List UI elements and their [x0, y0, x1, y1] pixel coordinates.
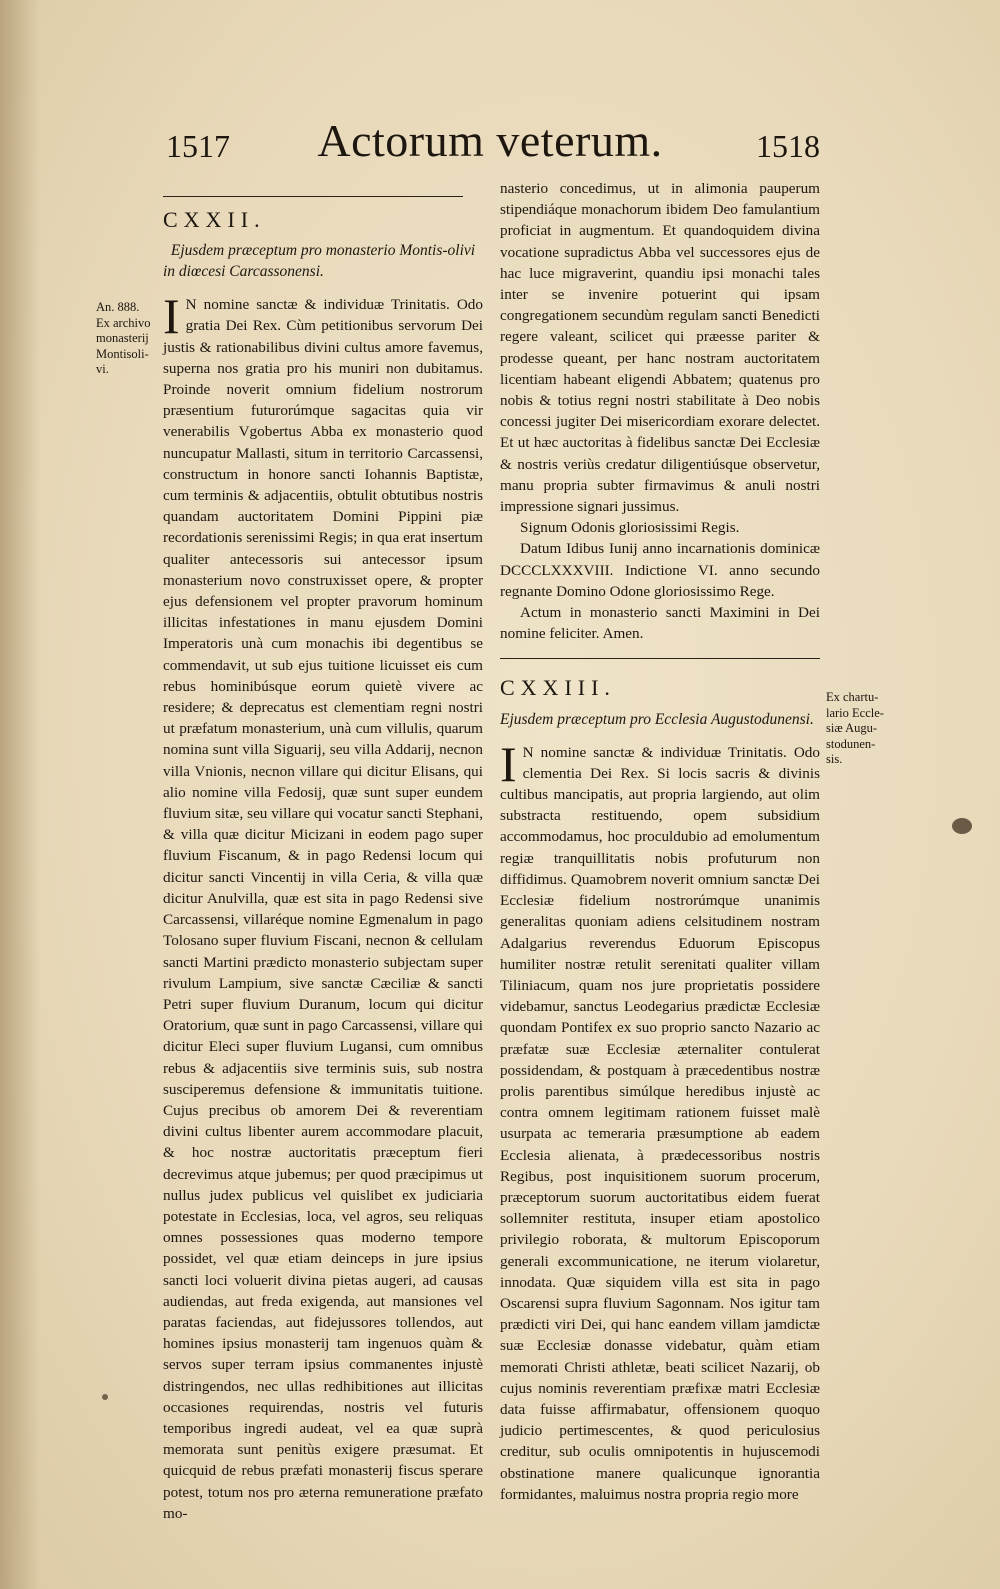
page-number-right: 1518 — [756, 128, 820, 164]
top-rule — [163, 196, 463, 197]
drop-cap: I — [500, 735, 517, 792]
running-title: Actorum veterum. — [317, 115, 663, 166]
margin-note-right: Ex chartu- lario Eccle- siæ Augu- stodunen- sis. — [826, 690, 884, 766]
charter-text — [163, 288, 483, 1524]
ink-dot — [102, 1394, 108, 1400]
charter-title: Ejusdem præceptum pro monasterio Montis-olivi in diœcesi Carcassonensi. — [163, 242, 476, 281]
datum-line: Datum Idibus Iunij anno incarnationis dominicæ DCCCLXXXVIII. Indictione VI. anno secundo regnante Domino Odone gloriosissimo Rege. — [500, 540, 820, 600]
left-column — [163, 188, 483, 1524]
gutter-shadow — [0, 0, 40, 1589]
charter-body: N nomine sanctæ & individuæ Trinitatis. Odo clementia Dei Rex. Si locis sacris & divinis cultibus mancipatis, aut propria largiendo, aut olim substracta restituendo, opem subsidium accommodamus, hoc proculdubio ad emolumentum regiæ tranquillitatis nobis profuturum non diffidimus. Quamobrem noverit omnium sanctæ Dei Ecclesiæ fidelium nostrorúmque unanimis generalitas quoniam adiens celsitudinem nostram Adalgarius reverendus Eduorum Episcopus humiliter nostræ retulit serenitati qualiter villam Tiliniacum, quam nos jure proprietatis possidere videbamur, sanctus Leodegarius prædictæ Ecclesiæ quondam Pontifex ex suo proprio sancto Nazario ac præfatæ suæ Ecclesiæ æternaliter contulerat possidendam, & postquam à præcedentibus nostræ prolis parentibus simúlque heredibus injustè ac contra omnem legitimam rationem fuisset malè usurpata ac temeraria præsumptione ab eadem Ecclesia alienata, à prædecessoribus nostris Regibus, post inquisitionem suorum procerum, præceptorum suorum auctoritatibus eidem fuerat sollemniter restituta, insuper etiam apostolico privilegio roborata, & multorum Episcoporum generali excommunicatione, ne iterum violaretur, innodata. Quæ siquidem villa est sita in pago Oscarensi supra fluvium Sagonnam. Nos igitur tam prædicti viri Dei, qui hanc eandem villam jamdictæ suæ Ecclesiæ donasse videbatur, quàm etiam memorati Christi athletæ, beati scilicet Nazarij, ob cujus nominis reverentiam præfixæ matri Ecclesiæ data fuisse affirmabatur, offensionem quoquo judicio pertimescentes, & quod periculosius creditur, sub oculis omnipotentis in hujuscemodi obstinatione manere qualicunque ignorantia formidantes, maluimus nostra propria regio more — [500, 743, 820, 1503]
charter-number: CXXII. — [163, 207, 266, 232]
charter-number: CXXIII. — [500, 675, 616, 701]
charter-text — [500, 735, 820, 1505]
actum-line: Actum in monasterio sancti Maximini in Dei nomine feliciter. Amen. — [500, 604, 820, 643]
charter-continuation: nasterio concedimus, ut in alimonia pauperum stipendiáque monachorum ibidem Deo famulantium proficiat in augmentum. Et quandoquidem divina vocatione supradictus Abba vel successores ejus de hac luce migraverint, quandiu ipsi monachi tales inter se invenire potuerint qui ipsam congregationem secundùm regulam sancti Benedicti regere valeant, scilicet qui præesse pariter & prodesse queant, per hanc nostram auctoritatem licentiam habeant eligendi Abbatem; quatenus pro nobis & totius regni nostri stabilitate à Deo nobis concessi jugiter Dei misericordiam exorare delectet. Et ut hæc auctoritas à fidelibus sanctæ Dei Ecclesiæ & nostris veriùs credatur diligentiúsque observetur, manu propria subter firmavimus & anuli nostri impressione signari jussimus. — [500, 180, 820, 516]
charter-title: Ejusdem præceptum pro Ecclesia Augustodunensi. — [500, 710, 814, 728]
section-rule — [500, 658, 820, 659]
margin-note-left: An. 888. Ex archivo monasterij Montisoli- vi. — [96, 300, 151, 376]
signum-line: Signum Odonis gloriosissimi Regis. — [520, 519, 740, 537]
right-column — [500, 178, 820, 1505]
page-number-left: 1517 — [166, 128, 230, 164]
running-head — [160, 115, 820, 180]
drop-cap: I — [163, 288, 180, 345]
ink-blot — [952, 818, 972, 834]
charter-body: N nomine sanctæ & individuæ Trinitatis. Odo gratia Dei Rex. Cùm petitionibus servorum Dei justis & rationabilibus divini cultus amore favemus, superna nos gratia pro his muniri non dubitamus. Proinde noverit omnium fidelium nostrorum præsentium futurorúmque sagacitas quia vir venerabilis Vgobertus Abba ex monasterio quod nuncupatur Mallasti, situm in territorio Carcassensi, constructum in honore sancti Iohannis Baptistæ, cum terminis & adjacentiis, obtulit obtutibus nostris quandam auctoritatem Domini Pippini piæ recordationis serenissimi Regis; in qua erat insertum qualiter antecessoris sui antecessor ipsum monasterium novo construxisset opere, & propter ejus defensionem vel propter pravorum hominum illicitas infestationes in manu ejusdem Domini Imperatoris unà cum monachis ibi degentibus se commendavit, ut sub ejus tuitione licuisset eis cum rebus hominibúsque eorum quietè vivere ac residere; & deprecatus est clementiam regni nostri ut præfatum monasterium, unà cum villulis, quarum nomina sunt villa Siguarij, seu villa Addarij, necnon villa Vnionis, necnon villare qui dicitur Elisans, qui alio nomine villa Fedosij, quæ sunt super eundem fluvium sitæ, seu villare qui vocatur sancti Stephani, & villa quæ dicitur Micizani in eodem pago super fluvium Fiscanum, & in pago Redensi locum qui dicitur sancti Vincentij in villa Ceria, & villa quæ dicitur Anulvilla, quæ est sita in pago Redensi sive Carcassensi, villaréque nomine Egmenalum in pago Tolosano super fluvium Fiscani, necnon & cellulam sancti Martini prædicto monasterio subjectam super rivulum Lampium, sive sanctæ Cæciliæ & sancti Petri super fluvium Duranum, locum qui dicitur Oratorium, quæ sunt in pago Carcassensi, villare qui dicitur Eleci super fluvium Lugansi, cum omnibus rebus & adjacentiis sive terminis suis, sub nostra susciperemus defensione & immunitatis tuitione. Cujus precibus ob amorem Dei & reverentiam divini cultus libenter aurem accommodare placuit, & hoc nostræ auctoritatis præceptum fieri decrevimus atque jubemus; per quod præcipimus ut nullus judex publicus vel quislibet ex judiciaria potestate in Ecclesias, loca, vel agros, seu reliquas omnes possessiones quas moderno tempore possidet, vel quæ etiam deinceps in jure ipsius sancti loci voluerit divina pietas augeri, ad causas audiendas, aut freda exigenda, aut mansiones vel paratas faciendas, aut fidejussores tollendos, aut homines ipsius monasterij tam ingenuos quàm & servos super terram ipsius commanentes injustè distringendos, nec ullas redhibitiones aut illicitas occasiones requirendas, nostris vel futuris temporibus ingredi audeat, vel ea quæ suprà memorata sunt penitùs exigere præsumat. Et quicquid de rebus præfati monasterij fiscus sperare potest, totum nos pro æterna remuneratione præfato mo- — [163, 296, 483, 1522]
